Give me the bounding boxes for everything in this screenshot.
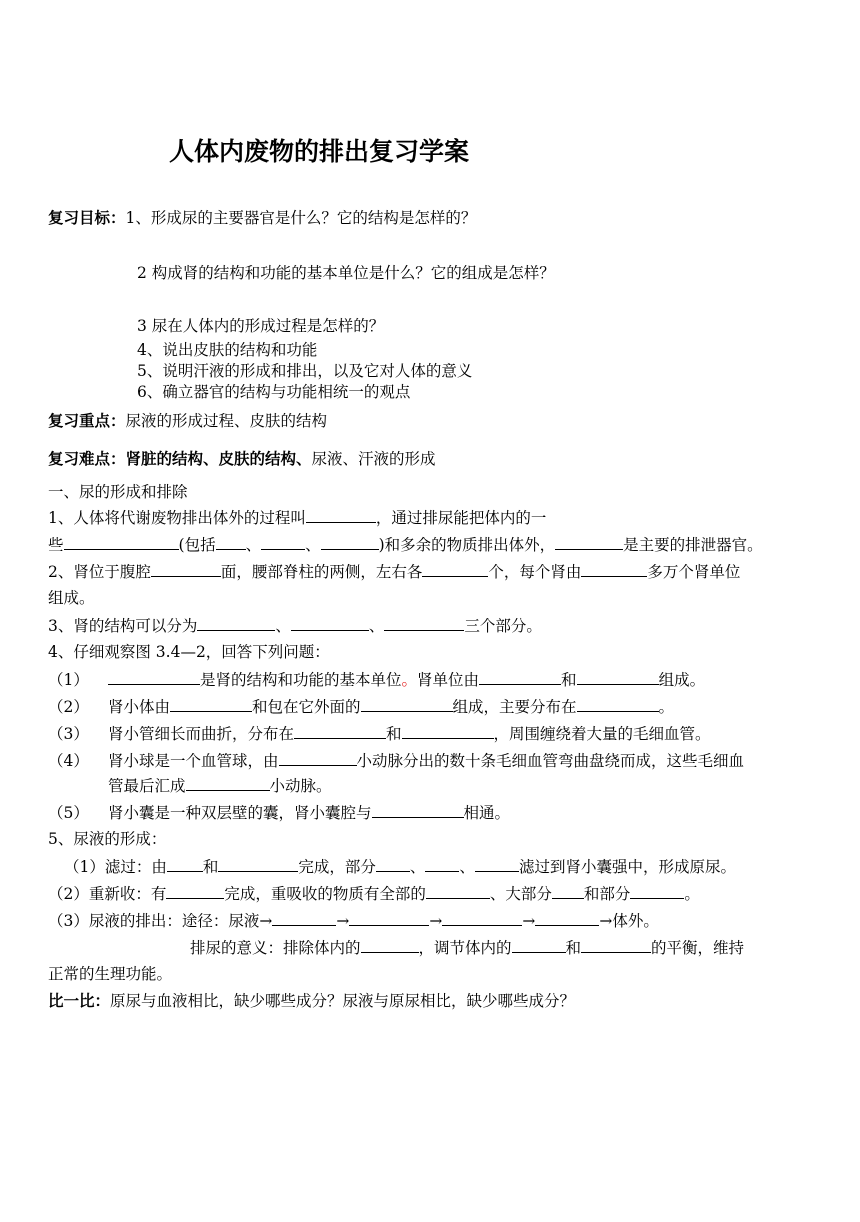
sub-num: （1） [48,671,89,689]
goal-line-1 [48,208,476,228]
difficulties-bold-text: 肾脏的结构、皮肤的结构、 [125,449,312,468]
q-text: 和 [561,671,577,689]
urine-reabsorption [48,883,700,904]
q-text: 和 [565,939,582,957]
urination-significance [190,937,744,958]
q-text: 小动脉。 [269,777,332,795]
q-text: 肾小体由 [108,698,171,716]
q-text: 肾小球是一个血管球，由 [108,752,279,770]
question-1-line-1 [48,507,546,528]
fill-blank[interactable] [186,775,270,791]
fill-blank[interactable] [170,696,252,712]
fill-blank[interactable] [442,910,522,926]
fill-blank[interactable] [422,561,488,577]
key-points-text: 尿液的形成过程、皮肤的结构 [125,412,328,430]
q-text: 。 [401,671,418,689]
q-text: 个，每个肾由 [488,563,582,581]
q-text: 肾单位由 [417,671,480,689]
arrow-icon: → [429,912,443,930]
sub-question-5 [48,802,510,823]
fill-blank[interactable] [272,910,336,926]
urine-filtration [64,856,736,877]
q-text: ，调节体内的 [418,939,512,957]
question-2-line-1 [48,561,740,582]
q-text: 的平衡，维持 [651,939,745,957]
compare-label: 比一比： [48,991,111,1010]
sub-question-3 [48,723,711,744]
q-text: ，通过排尿能把体内的一 [375,509,547,527]
q-text: 、 [305,536,321,554]
q-text: 完成，重吸收的物质有全部的 [224,885,426,903]
fill-blank[interactable] [512,937,566,953]
q-text: ，周围缠绕着大量的毛细血管。 [493,725,711,743]
goal-item: 6、确立器官的结构与功能相统一的观点 [137,383,411,401]
arrow-icon: → [599,912,613,930]
sub-num: （2） [48,698,89,716]
fill-blank[interactable] [291,615,369,631]
q-text: 、 [409,858,426,876]
fill-blank[interactable] [555,534,623,550]
difficulties-text: 尿液、汗液的形成 [311,450,436,468]
q-text: 1、人体将代谢废物排出体外的过程叫 [48,509,306,527]
question-3 [48,615,542,636]
goal-item: 3 尿在人体内的形成过程是怎样的？ [137,317,385,335]
fill-blank[interactable] [475,856,519,872]
fill-blank[interactable] [535,910,599,926]
fill-blank[interactable] [361,937,419,953]
fill-blank[interactable] [216,534,246,550]
fill-blank[interactable] [218,856,298,872]
key-points [48,411,327,431]
fill-blank[interactable] [306,507,376,523]
question-5-intro: 5、尿液的形成： [48,830,167,848]
fill-blank[interactable] [630,883,684,899]
fill-blank[interactable] [581,561,647,577]
q-text: 是肾的结构和功能的基本单位 [200,671,402,689]
urination-significance-cont: 正常的生理功能。 [48,965,173,983]
fill-blank[interactable] [108,669,200,685]
q-text: 三个部分。 [464,617,542,635]
q-text: 面，腰部脊柱的两侧，左右各 [220,563,423,581]
fill-blank[interactable] [197,615,275,631]
q-text: 3、肾的结构可以分为 [48,617,198,635]
q-text: 2、肾位于腹腔 [48,563,151,581]
q-text: （1）滤过：由 [64,858,167,876]
q-text: 、 [459,858,475,876]
q-text: 和部分 [583,885,631,903]
fill-blank[interactable] [402,723,494,739]
fill-blank[interactable] [581,937,651,953]
q-text: 。 [658,698,675,716]
fill-blank[interactable] [426,883,490,899]
fill-blank[interactable] [64,534,179,550]
q-text: 体外。 [612,912,659,930]
sub-question-4 [48,750,744,771]
sub-question-1 [48,669,705,690]
q-text: 小动脉分出的数十条毛细血管弯曲盘绕而成，这些毛细血 [356,752,745,770]
page-title: 人体内废物的排出复习学案 [169,137,470,166]
q-text: 组成。 [658,671,706,689]
arrow-icon: → [259,912,273,930]
q-text: 组成，主要分布在 [452,698,577,716]
fill-blank[interactable] [167,856,203,872]
q-text: 。 [684,885,700,903]
fill-blank[interactable] [151,561,221,577]
goals-label: 复习目标： [48,208,126,227]
goal-item: 5、说明汗液的形成和排出，以及它对人体的意义 [137,362,473,380]
q-text: 肾小囊是一种双层壁的囊，肾小囊腔与 [108,804,372,822]
arrow-icon: → [336,912,350,930]
q-text: 和 [386,725,402,743]
fill-blank[interactable] [479,669,561,685]
compare [48,991,575,1011]
q-text: （3）尿液的排出：途径：尿液 [48,912,260,930]
fill-blank[interactable] [294,723,386,739]
q-text: 滤过到肾小囊强中，形成原尿。 [518,858,736,876]
fill-blank[interactable] [577,669,659,685]
fill-blank[interactable] [577,696,659,712]
q-text: 和 [202,858,219,876]
sub-num: （4） [48,752,89,770]
fill-blank[interactable] [376,856,410,872]
difficulties [48,449,436,469]
sub-question-2 [48,696,674,717]
q-text: 相通。 [463,804,511,822]
q-text: 、大部分 [489,885,552,903]
q-text: 、 [368,617,385,635]
fill-blank[interactable] [552,883,584,899]
section-heading: 一、尿的形成和排除 [48,483,188,501]
q-text: (包括 [178,536,216,554]
q-text: 肾小管细长而曲折，分布在 [108,725,295,743]
q-text: 是主要的排泄器官。 [623,536,763,554]
fill-blank[interactable] [361,696,453,712]
arrow-icon: → [522,912,536,930]
q-text: （2）重新收：有 [48,885,167,903]
q-text: 些 [48,536,64,554]
fill-blank[interactable] [166,883,224,899]
fill-blank[interactable] [384,615,464,631]
key-points-label: 复习重点： [48,411,126,430]
goal-item: 4、说出皮肤的结构和功能 [137,341,318,359]
q-text: )和多余的物质排出体外， [378,536,556,554]
q-text: 完成，部分 [298,858,376,876]
q-text: 和包在它外面的 [252,698,361,716]
question-4-intro: 4、仔细观察图 3.4—2，回答下列问题： [48,643,330,661]
sub-num: （5） [48,804,89,822]
sub-question-4-cont [108,775,332,796]
goal-item: 2 构成肾的结构和功能的基本单位是什么？它的组成是怎样？ [137,264,555,282]
compare-text: 原尿与血液相比，缺少哪些成分？尿液与原尿相比，缺少哪些成分？ [110,992,576,1010]
q-text: 、 [275,617,291,635]
goal-item: 1、形成尿的主要器官是什么？它的结构是怎样的？ [125,209,477,227]
fill-blank[interactable] [279,750,357,766]
question-1-line-2 [48,534,763,555]
fill-blank[interactable] [261,534,305,550]
q-text: 、 [245,536,262,554]
difficulties-label: 复习难点： [48,449,126,468]
q-text: 排尿的意义：排除体内的 [190,939,361,957]
question-2-line-2: 组成。 [48,589,95,607]
urine-excretion [48,910,659,931]
fill-blank[interactable] [321,534,379,550]
fill-blank[interactable] [349,910,429,926]
sub-num: （3） [48,725,89,743]
fill-blank[interactable] [372,802,464,818]
fill-blank[interactable] [425,856,459,872]
q-text: 多万个肾单位 [647,563,741,581]
q-text: 管最后汇成 [108,777,186,795]
